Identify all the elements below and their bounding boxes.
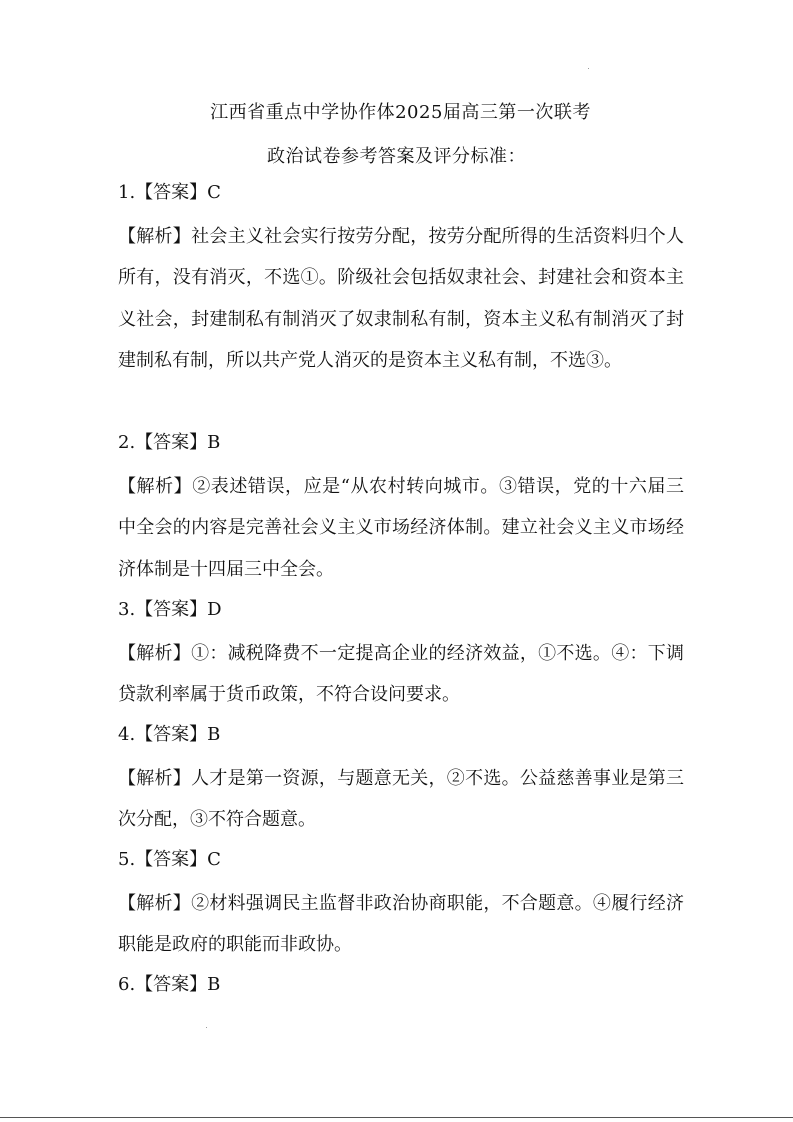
- scan-speck: [206, 1027, 207, 1028]
- page-bottom-rule: [0, 1117, 793, 1118]
- document-title: 江西省重点中学协作体2025届高三第一次联考: [210, 102, 591, 123]
- document-subtitle: 政治试卷参考答案及评分标准：: [267, 146, 526, 167]
- analysis-4: 【解析】人才是第一资源，与题意无关，②不选。公益慈善事业是第三次分配，③不符合题意。: [118, 768, 684, 831]
- analysis-1: 【解析】社会主义社会实行按劳分配，按劳分配所得的生活资料归个人所有，没有消灭，不选①。阶级社会包括奴隶社会、封建社会和资本主义社会，封建制私有制消灭了奴隶制私有制，资本主义私有制消灭了封建制私有制，所以共产党人消灭的是资本主义私有制，不选③。: [118, 226, 684, 372]
- analysis-2: 【解析】②表述错误，应是“从农村转向城市。③错误，党的十六届三中全会的内容是完善社会义主义市场经济体制。建立社会义主义市场经济体制是十四届三中全会。: [118, 476, 684, 580]
- analysis-5: 【解析】②材料强调民主监督非政治协商职能，不合题意。④履行经济职能是政府的职能而非政协。: [118, 893, 684, 956]
- analysis-3: 【解析】①：减税降费不一定提高企业的经济效益，①不选。④：下调贷款利率属于货币政策，不符合设问要求。: [118, 643, 684, 706]
- answer-5: 5.【答案】C: [118, 849, 221, 870]
- answer-2: 2.【答案】B: [118, 432, 221, 453]
- answer-4: 4.【答案】B: [118, 724, 221, 745]
- answer-3: 3.【答案】D: [118, 599, 222, 620]
- answer-1: 1.【答案】C: [118, 182, 221, 203]
- answer-6: 6.【答案】B: [118, 974, 221, 995]
- scan-speck: [588, 68, 589, 69]
